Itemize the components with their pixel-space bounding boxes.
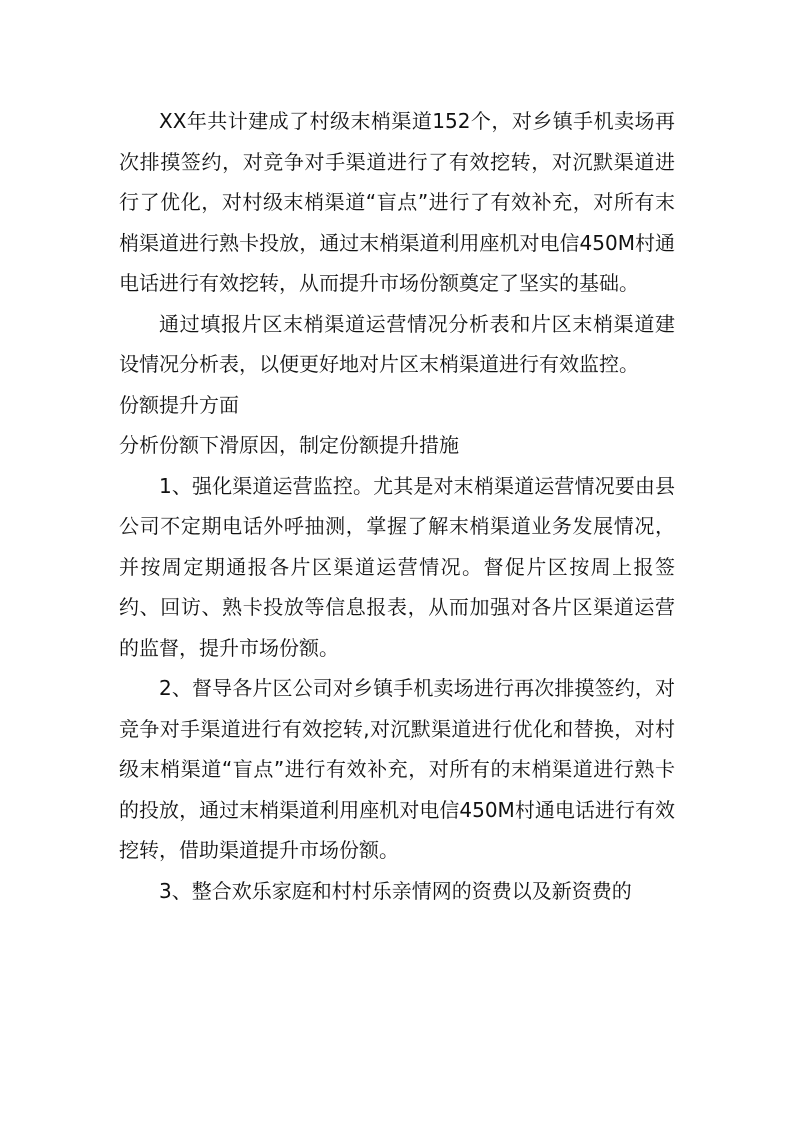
- document-page: [119, 101, 675, 911]
- measure-item-3: 3、整合欢乐家庭和村村乐亲情网的资费以及新资费的: [159, 878, 632, 903]
- paragraph-analysis-table: 通过填报片区末梢渠道运营情况分析表和片区末梢渠道建设情况分析表，以便更好地对片区末梢渠道进行有效监控。: [119, 311, 675, 376]
- paragraph-channel-construction: XX年共计建成了村级末梢渠道152个，对乡镇手机卖场再次排摸签约，对竞争对手渠道进行了有效挖转，对沉默渠道进行了优化，对村级末梢渠道“盲点”进行了有效补充，对所有末梢渠道进行熟卡投放，通过末梢渠道利用座机对电信450M村通电话进行有效挖转，从而提升市场份额奠定了坚实的基础。: [119, 109, 675, 295]
- subheading: 分析份额下滑原因，制定份额提升措施: [119, 433, 459, 457]
- measure-item-1: 1、强化渠道运营监控。尤其是对末梢渠道运营情况要由县公司不定期电话外呼抽测，掌握了解末梢渠道业务发展情况，并按周定期通报各片区渠道运营情况。督促片区按周上报签约、回访、熟卡投放等信息报表，从而加强对各片区渠道运营的监督，提升市场份额。: [119, 473, 675, 660]
- measure-item-2: 2、督导各片区公司对乡镇手机卖场进行再次排摸签约，对竞争对手渠道进行有效挖转,对沉默渠道进行优化和替换，对村级末梢渠道“盲点”进行有效补充，对所有的末梢渠道进行熟卡的投放，通过末梢渠道利用座机对电信450M村通电话进行有效挖转，借助渠道提升市场份额。: [119, 676, 675, 862]
- section-heading: 份额提升方面: [119, 392, 239, 417]
